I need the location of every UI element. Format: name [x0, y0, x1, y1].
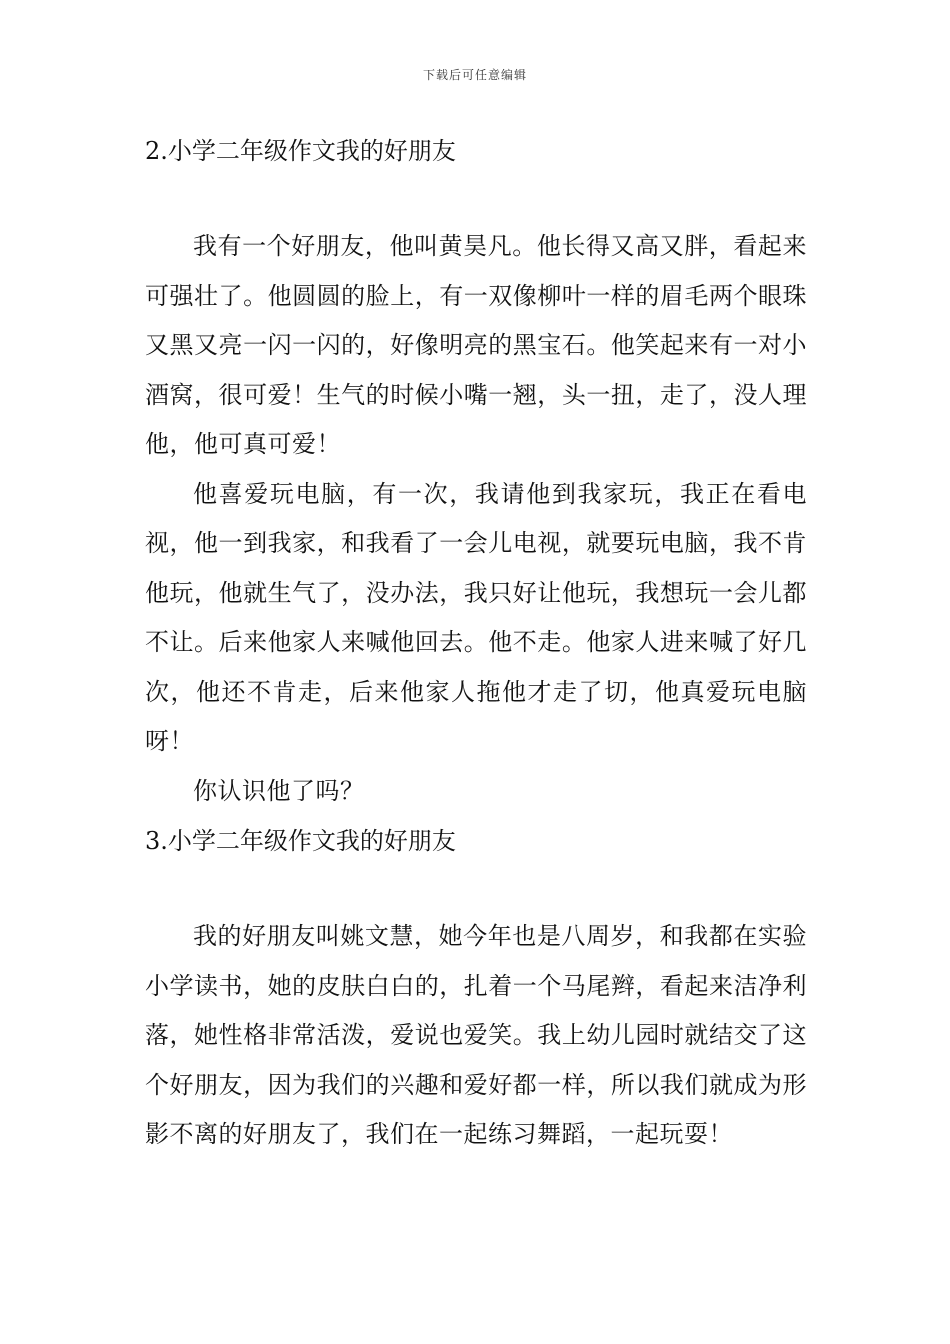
header-note: 下载后可任意编辑 — [422, 68, 527, 82]
section-3 — [145, 816, 807, 1160]
section-2 — [145, 126, 807, 816]
paragraph: 我的好朋友叫姚文慧，她今年也是八周岁，和我都在实验小学读书，她的皮肤白白的，扎着一个马尾辫，看起来洁净利落，她性格非常活泼，爱说也爱笑。我上幼儿园时就结交了这个好朋友，因为我们的兴趣和爱好都一样，所以我们就成为形影不离的好朋友了，我们在一起练习舞蹈，一起玩耍！ — [145, 922, 807, 1148]
paragraph: 他喜爱玩电脑，有一次，我请他到我家玩，我正在看电视，他一到我家，和我看了一会儿电视，就要玩电脑，我不肯他玩，他就生气了，没办法，我只好让他玩，我想玩一会儿都不让。后来他家人来喊他回去。他不走。他家人进来喊了好几次，他还不肯走，后来他家人拖他才走了切，他真爱玩电脑呀！ — [145, 479, 807, 755]
section-title: 2.小学二年级作文我的好朋友 — [145, 137, 456, 165]
paragraph: 你认识他了吗？ — [193, 776, 365, 805]
paragraph: 我有一个好朋友，他叫黄昊凡。他长得又高又胖，看起来可强壮了。他圆圆的脸上，有一双像柳叶一样的眉毛两个眼珠又黑又亮一闪一闪的，好像明亮的黑宝石。他笑起来有一对小酒窝，很可爱！生气的时候小嘴一翘，头一扭，走了，没人理他，他可真可爱！ — [145, 232, 807, 458]
spacer — [145, 866, 807, 912]
spacer — [145, 176, 807, 222]
section-title: 3.小学二年级作文我的好朋友 — [145, 827, 456, 855]
document-body — [145, 126, 807, 1160]
